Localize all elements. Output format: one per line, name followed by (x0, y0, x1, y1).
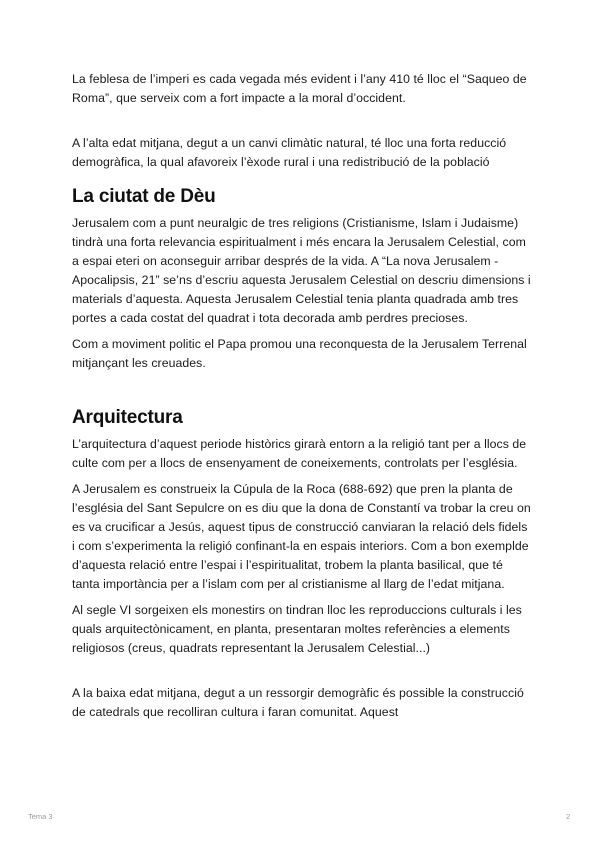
page-content (72, 70, 532, 729)
footer-label: Tema 3 (28, 812, 53, 821)
arquitectura-paragraph-4: A la baixa edat mitjana, degut a un ressorgir demogràfic és possible la construcció de catedrals que recolliran cultura i faran comunitat. Aquest (72, 686, 524, 719)
arquitectura-paragraph-1: L’arquitectura d’aquest periode històrics girarà entorn a la religió tant per a llocs de culte com per a llocs de ensenyament de coneixements, controlats per l’església. (72, 437, 527, 470)
heading-arquitectura: Arquitectura (72, 407, 183, 428)
intro-paragraph-1: La feblesa de l’imperi es cada vegada més evident i l’any 410 té lloc el “Saqueo de Roma”, que serveix com a fort impacte a la moral d’occident. (72, 72, 527, 105)
arquitectura-paragraph-3: Al segle VI sorgeixen els monestirs on tindran lloc les reproduccions culturals i les quals arquitectònicament, en planta, presentaran moltes referències a elements religiosos (creus, quadrats representant la Jerusalem Celestial...) (72, 603, 522, 655)
arquitectura-paragraph-2: A Jerusalem es construeix la Cúpula de la Roca (688-692) que pren la planta de l’església del Sant Sepulcre on es diu que la dona de Constantí va trobar la creu on es va crucificar a Jesús, aquest tipus de construcció canviaran la relació dels fidels i com s’experimenta la religió confinant-la en espais interiors. Com a bon exemplde d’aquesta relació entre l’espai i l’espiritualitat, trobem la planta basilical, que té tanta importància per a l’islam com per al cristianisme al llarg de l’edat mitjana. (72, 482, 531, 591)
ciutat-paragraph-1: Jerusalem com a punt neuralgic de tres religions (Cristianisme, Islam i Judaisme) tindrà una forta relevancia espiritualment i més encara la Jerusalem Celestial, com a espai eteri on aconseguir arribar després de la vida. A “La nova Jerusalem - Apocalipsis, 21” se’ns d’escriu aquesta Jerusalem Celestial on descriu dimensions i materials d’aquesta. Aquesta Jerusalem Celestial tenia planta quadrada amb tres portes a cada costat del quadrat i tota decorada amb perdres precioses. (72, 216, 531, 325)
page-number: 2 (566, 812, 571, 821)
heading-ciutat-de-deu: La ciutat de Dèu (72, 186, 216, 207)
ciutat-paragraph-2: Com a moviment politic el Papa promou una reconquesta de la Jerusalem Terrenal mitjançant les creuades. (72, 337, 527, 370)
intro-paragraph-2: A l’alta edat mitjana, degut a un canvi climàtic natural, té lloc una forta reducció demogràfica, la qual afavoreix l’èxode rural i una redistribució de la població (72, 136, 507, 169)
